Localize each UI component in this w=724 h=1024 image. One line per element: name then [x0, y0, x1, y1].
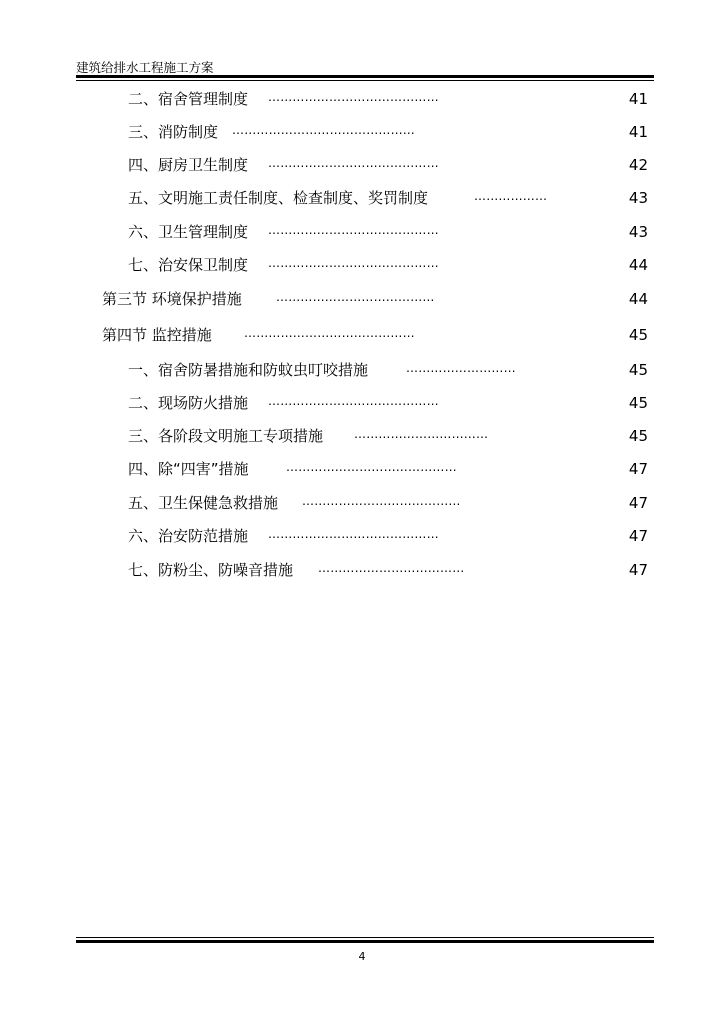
toc-entry-title: 二、宿舍管理制度	[128, 90, 249, 108]
toc-entry[interactable]	[0, 155, 724, 175]
toc-entry[interactable]	[0, 426, 724, 446]
toc-entry-leader: ………………………	[406, 361, 516, 375]
toc-entry-title: 五、文明施工责任制度、检查制度、奖罚制度	[128, 189, 429, 207]
toc-entry-leader: ……………………………………	[244, 326, 415, 340]
toc-entry-title: 五、卫生保健急救措施	[128, 494, 279, 512]
toc-entry-page: 41	[628, 90, 648, 108]
toc-entry-title: 七、治安保卫制度	[128, 256, 249, 274]
footer-rule-thin	[76, 937, 654, 938]
toc-entry-leader: ……………………………………	[268, 223, 439, 237]
toc-section-entry[interactable]	[0, 289, 724, 309]
toc-entry-leader: …………………………………	[302, 494, 461, 508]
toc-entry-title: 六、治安防范措施	[128, 527, 249, 545]
toc-entry[interactable]	[0, 393, 724, 413]
toc-entry-page: 44	[628, 290, 648, 308]
toc-entry[interactable]	[0, 255, 724, 275]
toc-entry-page: 45	[628, 361, 648, 379]
toc-entry-page: 41	[628, 123, 648, 141]
toc-entry-leader: ………………………………	[318, 561, 465, 575]
toc-entry-leader: ……………………………………	[268, 527, 439, 541]
toc-entry-page: 45	[628, 394, 648, 412]
toc-entry-title: 四、除“四害”措施	[128, 460, 249, 478]
toc-entry-title: 二、现场防火措施	[128, 394, 249, 412]
toc-entry-title: 六、卫生管理制度	[128, 223, 249, 241]
toc-entry-leader: ……………………………………	[286, 460, 457, 474]
toc-entry-page: 43	[628, 223, 648, 241]
toc-entry[interactable]	[0, 89, 724, 109]
toc-entry-leader: ………………………………………	[232, 123, 415, 137]
toc-entry[interactable]	[0, 222, 724, 242]
toc-entry-title: 七、防粉尘、防噪音措施	[128, 561, 294, 579]
toc-entry-leader: ……………………………………	[268, 256, 439, 270]
toc-entry-leader: ……………………………………	[268, 90, 439, 104]
toc-entry-title: 四、厨房卫生制度	[128, 156, 249, 174]
toc-entry[interactable]	[0, 560, 724, 580]
toc-entry-title: 一、宿舍防暑措施和防蚊虫叮咬措施	[128, 361, 369, 379]
toc-entry-page: 44	[628, 256, 648, 274]
toc-entry-leader: ……………………………	[354, 427, 489, 441]
toc-entry-page: 45	[628, 326, 648, 344]
toc-entry-page: 47	[628, 460, 648, 478]
toc-entry-leader: ……………………………………	[268, 394, 439, 408]
page-number: 4	[358, 950, 366, 963]
toc-entry-page: 47	[628, 527, 648, 545]
toc-entry-title: 第三节 环境保护措施	[102, 290, 242, 308]
toc-entry-leader: ……………………………………	[268, 156, 439, 170]
toc-entry-page: 43	[628, 189, 648, 207]
toc-entry-page: 45	[628, 427, 648, 445]
toc-entry-title: 三、消防制度	[128, 123, 219, 141]
toc-entry[interactable]	[0, 493, 724, 513]
toc-entry[interactable]	[0, 459, 724, 479]
header-rule-thin	[76, 80, 654, 81]
toc-entry[interactable]	[0, 360, 724, 380]
toc-entry-leader: ………………	[474, 189, 548, 203]
toc-entry[interactable]	[0, 526, 724, 546]
toc-entry-title: 三、各阶段文明施工专项措施	[128, 427, 324, 445]
toc-entry-leader: …………………………………	[276, 290, 435, 304]
toc-entry[interactable]	[0, 122, 724, 142]
toc-entry-title: 第四节 监控措施	[102, 326, 212, 344]
header-rule-thick	[76, 75, 654, 78]
document-header-title: 建筑给排水工程施工方案	[76, 60, 214, 75]
toc-entry-page: 47	[628, 494, 648, 512]
toc-section-entry[interactable]	[0, 325, 724, 345]
footer-rule-thick	[76, 940, 654, 943]
toc-entry-page: 42	[628, 156, 648, 174]
toc-entry[interactable]	[0, 188, 724, 208]
toc-entry-page: 47	[628, 561, 648, 579]
